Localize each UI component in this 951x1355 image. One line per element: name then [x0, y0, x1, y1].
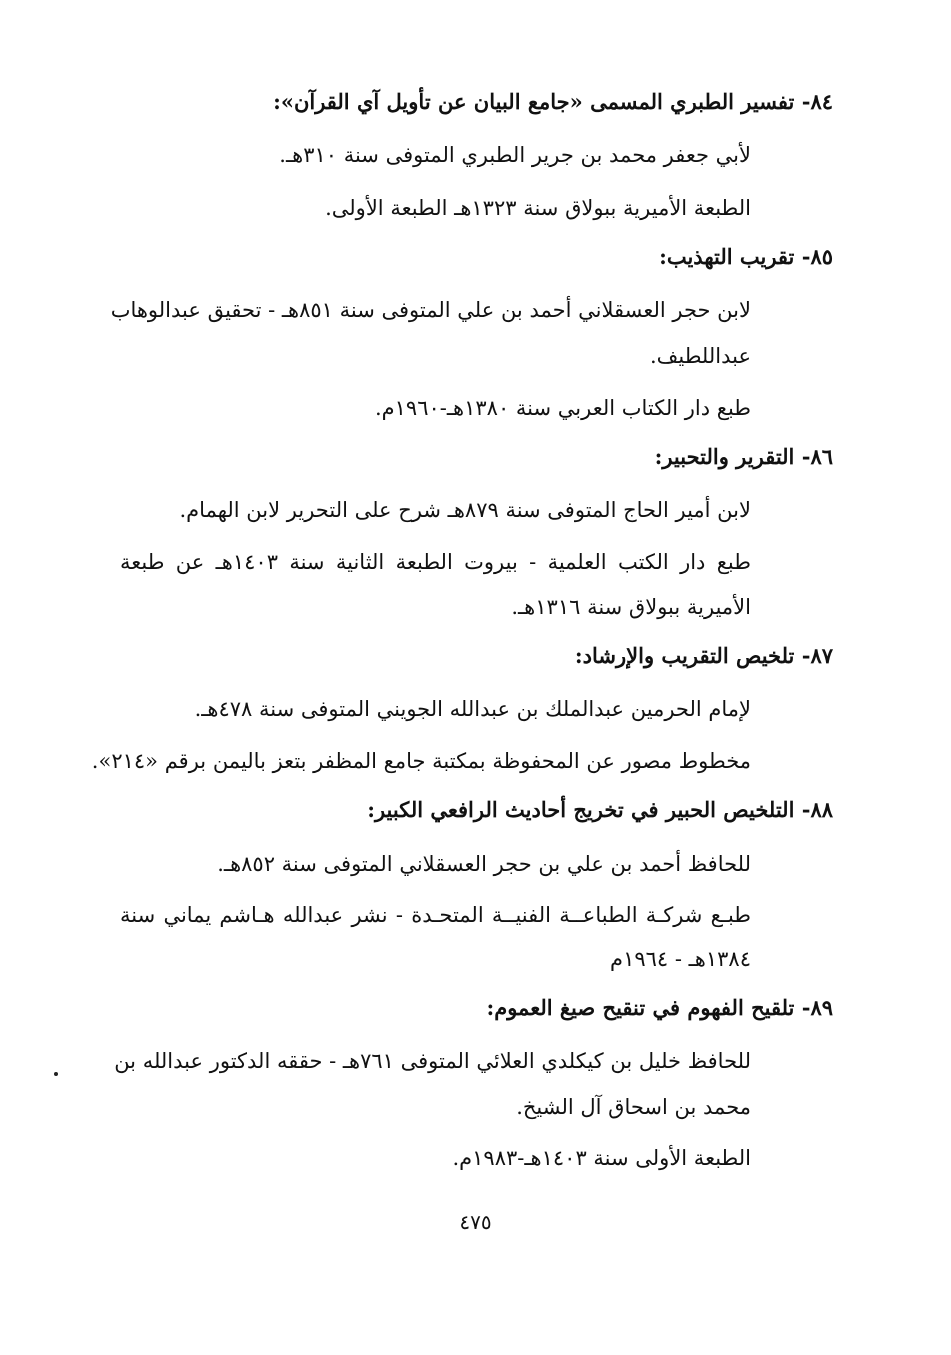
entry-89-heading: ٨٩- تلقيح الفهوم في تنقيح صيغ العموم:: [486, 995, 833, 1020]
entry-86-line-2: طبع دار الكتب العلمية - بيروت الطبعة الثانية سنة ١٤٠٣هـ عن طبعة: [120, 550, 751, 574]
entry-84-line-1: لأبي جعفر محمد بن جرير الطبري المتوفى سنة ٣١٠هـ.: [279, 143, 751, 167]
entry-86-line-1: لابن أمير الحاج المتوفى سنة ٨٧٩هـ شرح على التحرير لابن الهمام.: [179, 498, 751, 522]
entry-84-line-2: الطبعة الأميرية ببولاق سنة ١٣٢٣هـ الطبعة الأولى.: [325, 196, 751, 220]
entry-85-heading: ٨٥- تقريب التهذيب:: [659, 244, 833, 269]
entry-88-line-1: للحافظ أحمد بن علي بن حجر العسقلاني المتوفى سنة ٨٥٢هـ.: [217, 852, 751, 876]
entry-87-heading: ٨٧- تلخيص التقريب والإرشاد:: [574, 643, 833, 668]
entry-84-heading: ٨٤- تفسير الطبري المسمى «جامع البيان عن تأويل آي القرآن»:: [273, 89, 833, 114]
entry-87-line-2: مخطوط مصور عن المحفوظة بمكتبة جامع المظفر بتعز باليمن برقم «٢١٤».: [91, 749, 751, 773]
entry-86-heading: ٨٦- التقرير والتحبير:: [654, 444, 833, 469]
entry-89-line-1: للحافظ خليل بن كيكلدي العلائي المتوفى ٧٦١هـ - حققه الدكتور عبدالله بن: [114, 1049, 751, 1073]
entry-85-line-3: طبع دار الكتاب العربي سنة ١٣٨٠هـ-١٩٦٠م.: [374, 396, 751, 420]
entry-88-heading: ٨٨- التلخيص الحبير في تخريج أحاديث الرافعي الكبير:: [367, 797, 833, 822]
entry-86-line-3: الأميرية ببولاق سنة ١٣١٦هـ.: [511, 595, 751, 619]
page-number: ٤٧٥: [459, 1210, 492, 1234]
entry-88-line-3: ١٣٨٤هـ - ١٩٦٤م: [610, 947, 751, 971]
entry-89-line-2: محمد بن اسحاق آل الشيخ.: [516, 1095, 751, 1119]
entry-88-line-2: طبـع شركـة الطباعــة الفنيــة المتحـدة - نشر عبدالله هـاشم يماني سنة: [120, 903, 751, 927]
entry-87-line-1: لإمام الحرمين عبدالملك بن عبدالله الجويني المتوفى سنة ٤٧٨هـ.: [194, 697, 751, 721]
entry-85-line-1: لابن حجر العسقلاني أحمد بن علي المتوفى سنة ٨٥١هـ - تحقيق عبدالوهاب: [110, 298, 751, 322]
entry-89-line-3: الطبعة الأولى سنة ١٤٠٣هـ-١٩٨٣م.: [452, 1146, 751, 1170]
entry-85-line-2: عبداللطيف.: [649, 344, 751, 368]
stray-mark: [54, 1072, 58, 1076]
